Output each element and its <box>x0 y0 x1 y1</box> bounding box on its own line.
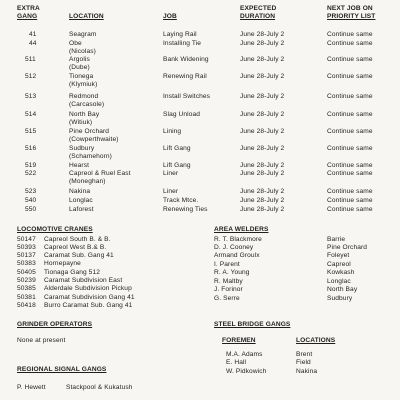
gang-number: 41 <box>29 31 37 38</box>
gang-job: Liner <box>163 188 179 195</box>
gang-next: Continue same <box>327 40 373 47</box>
crane-location: Burro Caramat Sub. Gang 41 <box>44 302 133 309</box>
steel-title: STEEL BRIDGE GANGS <box>214 321 291 328</box>
foreman-location: Brent <box>296 351 313 358</box>
gang-foreman: (Witiuk) <box>69 119 93 126</box>
gang-duration: June 28-July 2 <box>240 128 285 135</box>
gang-job: Installing Tie <box>163 40 202 47</box>
crane-location: Capreol West B.& B. <box>44 244 107 251</box>
welder-location: Longlac <box>327 278 351 285</box>
foreman-name: E. Hall <box>226 359 247 366</box>
foreman-name: M.A. Adams <box>226 351 263 358</box>
gang-duration: June 28-July 2 <box>240 31 285 38</box>
gang-foreman: (Moneghan) <box>69 178 106 185</box>
crane-number: 50147 <box>17 236 36 243</box>
gang-next: Continue same <box>327 56 373 63</box>
gang-next: Continue same <box>327 93 373 100</box>
gang-location: Tionega <box>69 73 94 80</box>
welder-name: D. J. Cooney <box>214 244 254 251</box>
gang-job: Lift Gang <box>163 162 191 169</box>
welder-location: Kowkash <box>327 269 355 276</box>
gang-job: Liner <box>163 170 179 177</box>
gang-duration: June 28-July 2 <box>240 56 285 63</box>
gang-foreman: (Schamehorn) <box>69 153 112 160</box>
welder-location: Pine Orchard <box>327 244 368 251</box>
gang-duration: June 28-July 2 <box>240 206 285 213</box>
gang-job: Bank Widening <box>163 56 209 63</box>
crane-location: Caramat Sub. Gang 41 <box>44 252 114 259</box>
gang-foreman: (Carcasole) <box>69 101 105 108</box>
gang-location: North Bay <box>69 111 100 118</box>
crane-number: 50381 <box>17 294 36 301</box>
gang-number: 515 <box>25 128 37 135</box>
gang-location: Longlac <box>69 197 93 204</box>
gang-job: Lining <box>163 128 182 135</box>
gang-number: 516 <box>25 145 37 152</box>
welder-name: J. Forinor <box>214 286 243 293</box>
gang-duration: June 28-July 2 <box>240 111 285 118</box>
gang-job: Lift Gang <box>163 145 191 152</box>
crane-location: Caramat Subdivision Gang 41 <box>44 294 135 301</box>
foreman-name: W. Pidkowich <box>226 368 267 375</box>
welder-location: Capreol <box>327 261 351 268</box>
gang-location: Laforest <box>69 206 94 213</box>
welder-location: Sudbury <box>327 295 353 302</box>
welder-name: R. T. Blackmore <box>214 236 262 243</box>
crane-number: 50383 <box>17 260 36 267</box>
gang-foreman: (Dube) <box>69 64 90 71</box>
gang-next: Continue same <box>327 197 373 204</box>
gang-location: Redmond <box>69 93 99 100</box>
gang-job: Slag Unload <box>163 111 201 118</box>
gang-number: 519 <box>25 162 37 169</box>
crane-location: Tionaga Gang 512 <box>44 269 100 276</box>
gang-duration: June 28-July 2 <box>240 145 285 152</box>
gang-location: Nakina <box>69 188 91 195</box>
gang-number: 522 <box>25 170 37 177</box>
gang-next: Continue same <box>327 145 373 152</box>
header-next-job: NEXT JOB ON <box>327 5 373 12</box>
gang-number: 514 <box>25 111 37 118</box>
gang-number: 44 <box>29 40 37 47</box>
header-gang: GANG <box>17 13 38 20</box>
gang-duration: June 28-July 2 <box>240 162 285 169</box>
gang-location: Pine Orchard <box>69 128 110 135</box>
welder-name: G. Serre <box>214 295 240 302</box>
gang-number: 550 <box>25 206 37 213</box>
gang-next: Continue same <box>327 128 373 135</box>
gang-foreman: (Nicolas) <box>69 48 96 55</box>
gang-number: 540 <box>25 197 37 204</box>
header-duration: DURATION <box>240 13 276 20</box>
crane-location: Alderdale Subdivision Pickup <box>44 285 132 292</box>
gang-job: Renewing Rail <box>163 73 207 80</box>
crane-number: 50385 <box>17 285 36 292</box>
header-priority: PRIORITY LIST <box>327 13 376 20</box>
gang-next: Continue same <box>327 111 373 118</box>
gang-next: Continue same <box>327 170 373 177</box>
gang-location: Capreol & Ruel East <box>69 170 131 177</box>
gang-next: Continue same <box>327 31 373 38</box>
signal-title: REGIONAL SIGNAL GANGS <box>17 366 107 373</box>
gang-duration: June 28-July 2 <box>240 188 285 195</box>
gang-duration: June 28-July 2 <box>240 170 285 177</box>
gang-job: Install Switches <box>163 93 211 100</box>
crane-location: Caramat Subdivision East <box>44 277 123 284</box>
crane-number: 50239 <box>17 277 36 284</box>
welder-location: Foleyet <box>327 252 350 259</box>
cranes-title: LOCOMOTIVE CRANES <box>17 226 93 233</box>
welder-location: Barrie <box>327 236 346 243</box>
gang-location: Argolis <box>69 56 90 63</box>
gang-foreman: (Cowperthwaite) <box>69 136 119 143</box>
welder-location: North Bay <box>327 286 358 293</box>
welder-name: I. Parent <box>214 261 240 268</box>
steel-locations-label: LOCATIONS <box>296 337 336 344</box>
gang-location: Seagram <box>69 31 97 38</box>
steel-foremen-label: FOREMEN <box>222 337 256 344</box>
header-job: JOB <box>163 13 177 20</box>
gang-duration: June 28-July 2 <box>240 197 285 204</box>
gang-number: 513 <box>25 93 37 100</box>
foreman-location: Nakina <box>296 368 318 375</box>
welder-name: R. A. Young <box>214 269 250 276</box>
gang-location: Obe <box>69 40 82 47</box>
crane-number: 50405 <box>17 269 36 276</box>
gang-duration: June 28-July 2 <box>240 93 285 100</box>
gang-next: Continue same <box>327 188 373 195</box>
foreman-location: Field <box>296 359 311 366</box>
signal-name: P. Hewett <box>17 384 46 391</box>
gang-job: Renewing Ties <box>163 206 208 213</box>
gang-location: Hearst <box>69 162 90 169</box>
gang-job: Laying Rail <box>163 31 197 38</box>
grinders-status: None at present <box>17 337 66 344</box>
crane-number: 50393 <box>17 244 36 251</box>
header-extra: EXTRA <box>17 5 40 12</box>
welder-name: Armand Groulx <box>214 252 260 259</box>
crane-location: Capreol South B. & B. <box>44 236 111 243</box>
gang-duration: June 28-July 2 <box>240 40 285 47</box>
gang-next: Continue same <box>327 162 373 169</box>
gang-number: 512 <box>25 73 37 80</box>
gang-duration: June 28-July 2 <box>240 73 285 80</box>
gang-number: 511 <box>25 56 36 63</box>
gang-foreman: (Klymiuk) <box>69 81 98 88</box>
gang-location: Sudbury <box>69 145 95 152</box>
crane-number: 50418 <box>17 302 36 309</box>
crane-location: Hornepayne <box>44 260 81 267</box>
header-location: LOCATION <box>69 13 104 20</box>
grinders-title: GRINDER OPERATORS <box>17 321 93 328</box>
header-expected: EXPECTED <box>240 5 277 12</box>
welders-title: AREA WELDERS <box>214 226 269 233</box>
welder-name: R. Maltby <box>214 278 243 285</box>
signal-location: Stackpool & Kukatush <box>66 384 133 391</box>
gang-job: Track Mtce. <box>163 197 199 204</box>
gang-next: Continue same <box>327 206 373 213</box>
crane-number: 50137 <box>17 252 36 259</box>
gang-number: 523 <box>25 188 37 195</box>
gang-next: Continue same <box>327 73 373 80</box>
